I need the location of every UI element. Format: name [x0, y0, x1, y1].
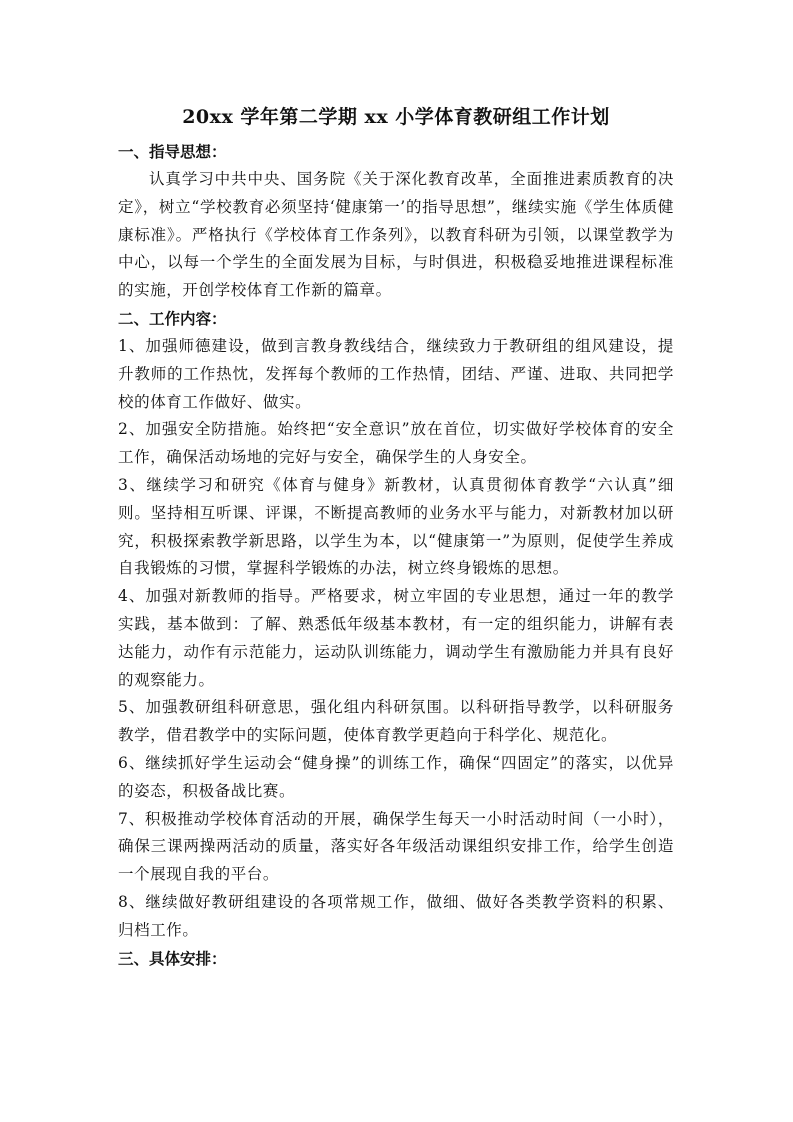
work-item-8: 8、继续做好教研组建设的各项常规工作，做细、做好各类教学资料的积累、归档工作。: [118, 892, 674, 939]
work-item-6: 6、继续抓好学生运动会“健身操”的训练工作，确保“四固定”的落实，以优异的姿态，积极备战比赛。: [118, 753, 674, 800]
work-item-1: 1、加强师德建设，做到言教身教线结合，继续致力于教研组的组风建设，提升教师的工作热忱，发挥每个教师的工作热情，团结、严谨、进取、共同把学校的体育工作做好、做实。: [118, 336, 674, 411]
section-heading-guiding-ideology: 一、指导思想：: [118, 142, 227, 161]
section-heading-work-content: 二、工作内容：: [118, 308, 227, 328]
section-heading-specific-arrangements: 三、具体安排：: [118, 948, 227, 968]
work-item-7: 7、积极推动学校体育活动的开展，确保学生每天一小时活动时间（一小时），确保三课两操两活动的质量，落实好各年级活动课组织安排工作，给学生创造一个展现自我的平台。: [118, 809, 674, 884]
guiding-ideology-paragraph: 认真学习中共中央、国务院《关于深化教育改革，全面推进素质教育的决定》，树立“学校教育必须坚持‘健康第一’的指导思想”，继续实施《学生体质健康标准》。严格执行《学校体育工作条列》，以教育科研为引领，以课堂教学为中心，以每一个学生的全面发展为目标，与时俱进，积极稳妥地推进课程标准的实施，开创学校体育工作新的篇章。: [118, 170, 674, 300]
work-item-2: 2、加强安全防措施。始终把“安全意识”放在首位，切实做好学校体育的安全工作，确保活动场地的完好与安全，确保学生的人身安全。: [118, 420, 674, 467]
document-title: 20xx 学年第二学期 xx 小学体育教研组工作计划: [182, 106, 610, 128]
work-item-3: 3、继续学习和研究《体育与健身》新教材，认真贯彻体育教学“六认真”细则。坚持相互听课、评课，不断提高教师的业务水平与能力，对新教材加以研究，积极探索教学新思路，以学生为本，以“健康第一”为原则，促使学生养成自我锻炼的习惯，掌握科学锻炼的办法，树立终身锻炼的思想。: [118, 475, 674, 578]
work-item-5: 5、加强教研组科研意思，强化组内科研氛围。以科研指导教学，以科研服务教学，借君教学中的实际问题，使体育教学更趋向于科学化、规范化。: [118, 698, 674, 745]
document-body: [118, 100, 674, 973]
work-item-4: 4、加强对新教师的指导。严格要求，树立牢固的专业思想，通过一年的教学实践，基本做到：了解、熟悉低年级基本教材，有一定的组织能力，讲解有表达能力，动作有示范能力，运动队训练能力，调动学生有激励能力并具有良好的观察能力。: [118, 587, 674, 689]
